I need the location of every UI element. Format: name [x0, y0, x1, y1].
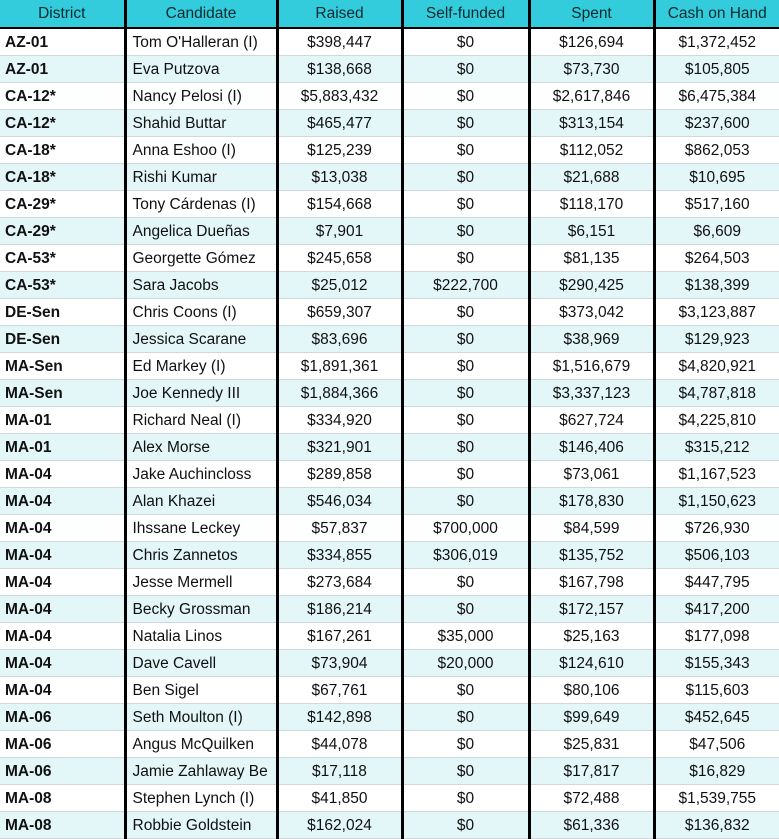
- header-raised[interactable]: Raised: [277, 0, 402, 28]
- district-cell: MA-08: [0, 785, 125, 812]
- candidate-cell: Joe Kennedy III: [125, 380, 277, 407]
- district-cell: CA-53*: [0, 245, 125, 272]
- self-funded-cell: $0: [402, 704, 529, 731]
- candidate-cell: Jake Auchincloss: [125, 461, 277, 488]
- spent-cell: $124,610: [529, 650, 654, 677]
- raised-cell: $41,850: [277, 785, 402, 812]
- raised-cell: $289,858: [277, 461, 402, 488]
- self-funded-cell: $0: [402, 677, 529, 704]
- table-row: [0, 704, 779, 731]
- candidate-cell: Jesse Mermell: [125, 569, 277, 596]
- header-cash-on-hand[interactable]: Cash on Hand: [654, 0, 779, 28]
- candidate-cell: Alex Morse: [125, 434, 277, 461]
- candidate-cell: Alan Khazei: [125, 488, 277, 515]
- table-row: [0, 28, 779, 56]
- district-cell: MA-Sen: [0, 380, 125, 407]
- spent-cell: $373,042: [529, 299, 654, 326]
- raised-cell: $83,696: [277, 326, 402, 353]
- raised-cell: $334,920: [277, 407, 402, 434]
- table-row: [0, 434, 779, 461]
- table-row: [0, 515, 779, 542]
- self-funded-cell: $0: [402, 461, 529, 488]
- candidate-cell: Tom O'Halleran (I): [125, 28, 277, 56]
- raised-cell: $1,891,361: [277, 353, 402, 380]
- candidate-cell: Rishi Kumar: [125, 164, 277, 191]
- table-row: [0, 731, 779, 758]
- candidate-cell: Jamie Zahlaway Be: [125, 758, 277, 785]
- candidate-cell: Richard Neal (I): [125, 407, 277, 434]
- cash-on-hand-cell: $315,212: [654, 434, 779, 461]
- header-candidate[interactable]: Candidate: [125, 0, 277, 28]
- district-cell: MA-06: [0, 731, 125, 758]
- candidate-cell: Angelica Dueñas: [125, 218, 277, 245]
- cash-on-hand-cell: $16,829: [654, 758, 779, 785]
- candidate-cell: Jessica Scarane: [125, 326, 277, 353]
- candidate-cell: Tony Cárdenas (I): [125, 191, 277, 218]
- raised-cell: $138,668: [277, 56, 402, 83]
- raised-cell: $465,477: [277, 110, 402, 137]
- self-funded-cell: $0: [402, 164, 529, 191]
- district-cell: DE-Sen: [0, 299, 125, 326]
- candidate-cell: Chris Zannetos: [125, 542, 277, 569]
- header-spent[interactable]: Spent: [529, 0, 654, 28]
- raised-cell: $273,684: [277, 569, 402, 596]
- candidate-cell: Nancy Pelosi (I): [125, 83, 277, 110]
- spent-cell: $21,688: [529, 164, 654, 191]
- self-funded-cell: $0: [402, 28, 529, 56]
- district-cell: MA-04: [0, 677, 125, 704]
- raised-cell: $57,837: [277, 515, 402, 542]
- table-row: [0, 812, 779, 839]
- self-funded-cell: $0: [402, 380, 529, 407]
- table-row: [0, 542, 779, 569]
- district-cell: MA-04: [0, 488, 125, 515]
- table-row: [0, 218, 779, 245]
- spent-cell: $627,724: [529, 407, 654, 434]
- raised-cell: $245,658: [277, 245, 402, 272]
- cash-on-hand-cell: $136,832: [654, 812, 779, 839]
- district-cell: MA-04: [0, 461, 125, 488]
- table-row: [0, 407, 779, 434]
- candidate-cell: Dave Cavell: [125, 650, 277, 677]
- cash-on-hand-cell: $452,645: [654, 704, 779, 731]
- spent-cell: $172,157: [529, 596, 654, 623]
- district-cell: MA-06: [0, 704, 125, 731]
- table-row: [0, 596, 779, 623]
- candidate-cell: Stephen Lynch (I): [125, 785, 277, 812]
- table-row: [0, 461, 779, 488]
- spent-cell: $2,617,846: [529, 83, 654, 110]
- raised-cell: $5,883,432: [277, 83, 402, 110]
- spent-cell: $6,151: [529, 218, 654, 245]
- district-cell: MA-04: [0, 515, 125, 542]
- cash-on-hand-cell: $105,805: [654, 56, 779, 83]
- self-funded-cell: $0: [402, 488, 529, 515]
- spent-cell: $3,337,123: [529, 380, 654, 407]
- district-cell: MA-04: [0, 569, 125, 596]
- candidate-cell: Angus McQuilken: [125, 731, 277, 758]
- raised-cell: $142,898: [277, 704, 402, 731]
- raised-cell: $44,078: [277, 731, 402, 758]
- district-cell: MA-04: [0, 623, 125, 650]
- cash-on-hand-cell: $517,160: [654, 191, 779, 218]
- table-row: [0, 623, 779, 650]
- district-cell: MA-08: [0, 812, 125, 839]
- spent-cell: $80,106: [529, 677, 654, 704]
- table-row: [0, 677, 779, 704]
- table-row: [0, 83, 779, 110]
- cash-on-hand-cell: $264,503: [654, 245, 779, 272]
- table-row: [0, 245, 779, 272]
- self-funded-cell: $0: [402, 731, 529, 758]
- spent-cell: $17,817: [529, 758, 654, 785]
- district-cell: CA-53*: [0, 272, 125, 299]
- self-funded-cell: $0: [402, 353, 529, 380]
- raised-cell: $186,214: [277, 596, 402, 623]
- cash-on-hand-cell: $138,399: [654, 272, 779, 299]
- candidate-cell: Eva Putzova: [125, 56, 277, 83]
- self-funded-cell: $0: [402, 191, 529, 218]
- cash-on-hand-cell: $506,103: [654, 542, 779, 569]
- spent-cell: $135,752: [529, 542, 654, 569]
- table-row: [0, 353, 779, 380]
- cash-on-hand-cell: $47,506: [654, 731, 779, 758]
- district-cell: CA-12*: [0, 83, 125, 110]
- district-cell: DE-Sen: [0, 326, 125, 353]
- candidate-cell: Shahid Buttar: [125, 110, 277, 137]
- table-row: [0, 380, 779, 407]
- spent-cell: $84,599: [529, 515, 654, 542]
- self-funded-cell: $35,000: [402, 623, 529, 650]
- cash-on-hand-cell: $6,609: [654, 218, 779, 245]
- cash-on-hand-cell: $177,098: [654, 623, 779, 650]
- self-funded-cell: $0: [402, 785, 529, 812]
- self-funded-cell: $0: [402, 299, 529, 326]
- candidate-cell: Sara Jacobs: [125, 272, 277, 299]
- table-row: [0, 191, 779, 218]
- cash-on-hand-cell: $4,820,921: [654, 353, 779, 380]
- spent-cell: $167,798: [529, 569, 654, 596]
- district-cell: CA-12*: [0, 110, 125, 137]
- self-funded-cell: $0: [402, 434, 529, 461]
- cash-on-hand-cell: $3,123,887: [654, 299, 779, 326]
- self-funded-cell: $222,700: [402, 272, 529, 299]
- table-row: [0, 137, 779, 164]
- district-cell: MA-04: [0, 542, 125, 569]
- spent-cell: $81,135: [529, 245, 654, 272]
- table-row: [0, 569, 779, 596]
- spent-cell: $38,969: [529, 326, 654, 353]
- self-funded-cell: $0: [402, 110, 529, 137]
- district-cell: AZ-01: [0, 28, 125, 56]
- raised-cell: $659,307: [277, 299, 402, 326]
- cash-on-hand-cell: $447,795: [654, 569, 779, 596]
- cash-on-hand-cell: $1,150,623: [654, 488, 779, 515]
- table-body: [0, 28, 779, 839]
- self-funded-cell: $0: [402, 137, 529, 164]
- raised-cell: $398,447: [277, 28, 402, 56]
- spent-cell: $73,061: [529, 461, 654, 488]
- table-row: [0, 272, 779, 299]
- cash-on-hand-cell: $726,930: [654, 515, 779, 542]
- cash-on-hand-cell: $6,475,384: [654, 83, 779, 110]
- self-funded-cell: $306,019: [402, 542, 529, 569]
- raised-cell: $162,024: [277, 812, 402, 839]
- raised-cell: $7,901: [277, 218, 402, 245]
- spent-cell: $118,170: [529, 191, 654, 218]
- self-funded-cell: $20,000: [402, 650, 529, 677]
- header-self-funded[interactable]: Self-funded: [402, 0, 529, 28]
- raised-cell: $1,884,366: [277, 380, 402, 407]
- candidate-cell: Georgette Gómez: [125, 245, 277, 272]
- cash-on-hand-cell: $1,539,755: [654, 785, 779, 812]
- spent-cell: $178,830: [529, 488, 654, 515]
- self-funded-cell: $0: [402, 326, 529, 353]
- cash-on-hand-cell: $237,600: [654, 110, 779, 137]
- raised-cell: $25,012: [277, 272, 402, 299]
- table-row: [0, 326, 779, 353]
- spent-cell: $112,052: [529, 137, 654, 164]
- raised-cell: $73,904: [277, 650, 402, 677]
- self-funded-cell: $0: [402, 407, 529, 434]
- spent-cell: $1,516,679: [529, 353, 654, 380]
- raised-cell: $154,668: [277, 191, 402, 218]
- self-funded-cell: $0: [402, 596, 529, 623]
- cash-on-hand-cell: $1,167,523: [654, 461, 779, 488]
- district-cell: CA-18*: [0, 164, 125, 191]
- spent-cell: $99,649: [529, 704, 654, 731]
- self-funded-cell: $0: [402, 812, 529, 839]
- table-row: [0, 56, 779, 83]
- cash-on-hand-cell: $115,603: [654, 677, 779, 704]
- candidate-cell: Ihssane Leckey: [125, 515, 277, 542]
- district-cell: MA-01: [0, 407, 125, 434]
- district-cell: MA-04: [0, 596, 125, 623]
- cash-on-hand-cell: $1,372,452: [654, 28, 779, 56]
- spent-cell: $25,163: [529, 623, 654, 650]
- self-funded-cell: $0: [402, 569, 529, 596]
- cash-on-hand-cell: $155,343: [654, 650, 779, 677]
- candidate-cell: Natalia Linos: [125, 623, 277, 650]
- candidate-cell: Becky Grossman: [125, 596, 277, 623]
- candidate-cell: Robbie Goldstein: [125, 812, 277, 839]
- raised-cell: $546,034: [277, 488, 402, 515]
- raised-cell: $13,038: [277, 164, 402, 191]
- spent-cell: $25,831: [529, 731, 654, 758]
- candidate-cell: Chris Coons (I): [125, 299, 277, 326]
- self-funded-cell: $0: [402, 758, 529, 785]
- table-row: [0, 164, 779, 191]
- cash-on-hand-cell: $10,695: [654, 164, 779, 191]
- header-row: [0, 0, 779, 28]
- spent-cell: $72,488: [529, 785, 654, 812]
- raised-cell: $17,118: [277, 758, 402, 785]
- self-funded-cell: $0: [402, 245, 529, 272]
- cash-on-hand-cell: $4,225,810: [654, 407, 779, 434]
- table-row: [0, 758, 779, 785]
- raised-cell: $321,901: [277, 434, 402, 461]
- cash-on-hand-cell: $862,053: [654, 137, 779, 164]
- table-row: [0, 488, 779, 515]
- cash-on-hand-cell: $4,787,818: [654, 380, 779, 407]
- raised-cell: $334,855: [277, 542, 402, 569]
- spent-cell: $290,425: [529, 272, 654, 299]
- spent-cell: $146,406: [529, 434, 654, 461]
- table-row: [0, 110, 779, 137]
- spent-cell: $313,154: [529, 110, 654, 137]
- candidate-cell: Ed Markey (I): [125, 353, 277, 380]
- raised-cell: $167,261: [277, 623, 402, 650]
- self-funded-cell: $0: [402, 56, 529, 83]
- district-cell: MA-04: [0, 650, 125, 677]
- raised-cell: $125,239: [277, 137, 402, 164]
- table-row: [0, 299, 779, 326]
- table-row: [0, 650, 779, 677]
- spent-cell: $126,694: [529, 28, 654, 56]
- table-row: [0, 785, 779, 812]
- district-cell: CA-29*: [0, 218, 125, 245]
- district-cell: MA-06: [0, 758, 125, 785]
- candidate-cell: Ben Sigel: [125, 677, 277, 704]
- district-cell: AZ-01: [0, 56, 125, 83]
- self-funded-cell: $0: [402, 218, 529, 245]
- self-funded-cell: $700,000: [402, 515, 529, 542]
- district-cell: CA-29*: [0, 191, 125, 218]
- spent-cell: $61,336: [529, 812, 654, 839]
- cash-on-hand-cell: $417,200: [654, 596, 779, 623]
- header-district[interactable]: District: [0, 0, 125, 28]
- raised-cell: $67,761: [277, 677, 402, 704]
- district-cell: MA-01: [0, 434, 125, 461]
- district-cell: MA-Sen: [0, 353, 125, 380]
- candidate-cell: Seth Moulton (I): [125, 704, 277, 731]
- self-funded-cell: $0: [402, 83, 529, 110]
- district-cell: CA-18*: [0, 137, 125, 164]
- spent-cell: $73,730: [529, 56, 654, 83]
- candidate-cell: Anna Eshoo (I): [125, 137, 277, 164]
- cash-on-hand-cell: $129,923: [654, 326, 779, 353]
